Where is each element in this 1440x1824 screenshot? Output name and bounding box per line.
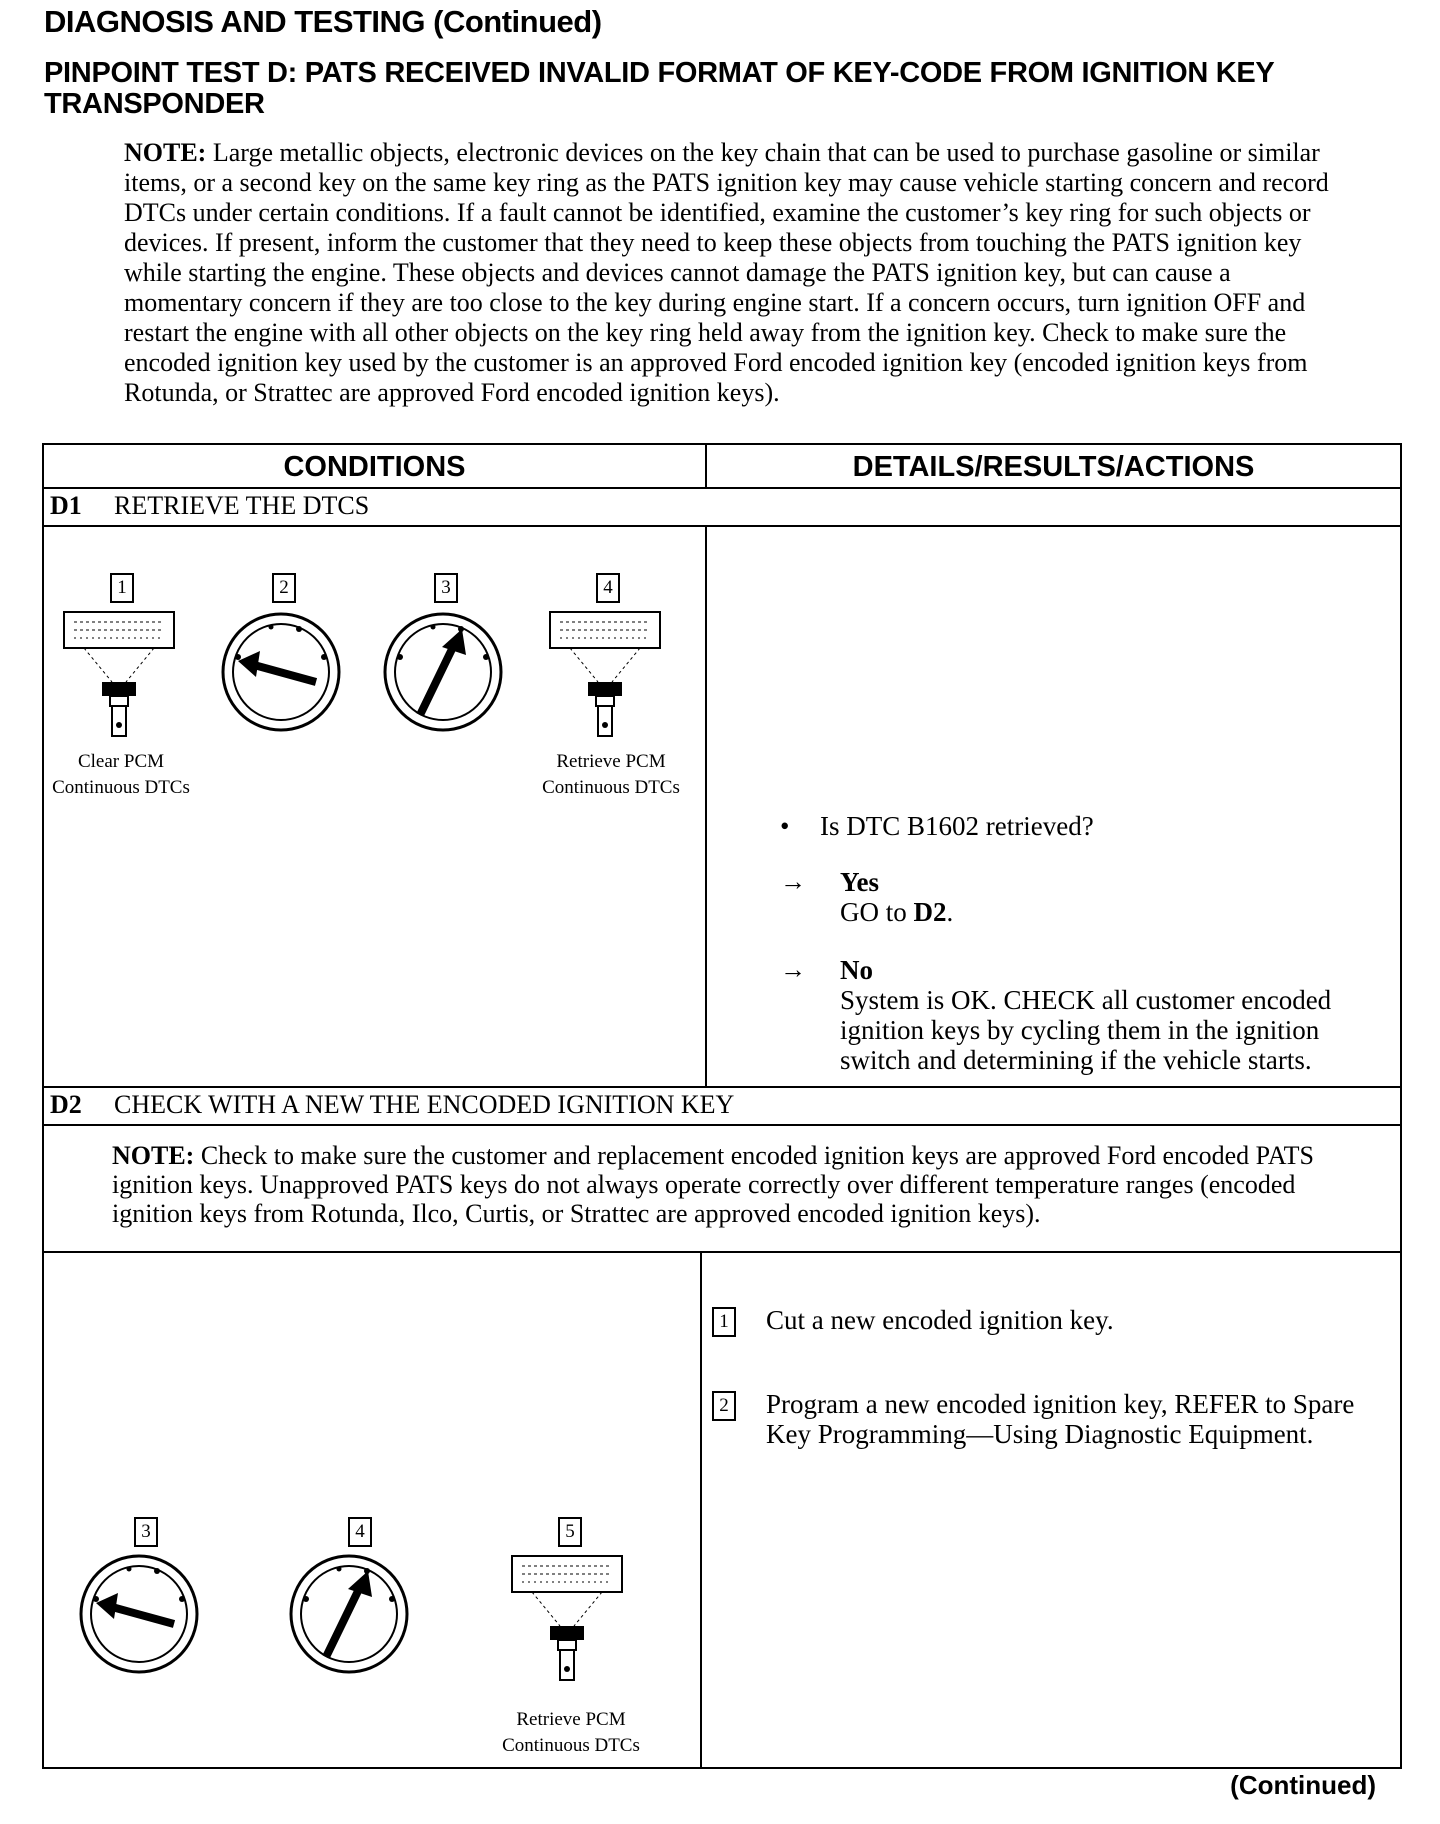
- caption-line: Retrieve PCM: [556, 751, 666, 772]
- ignition-switch-run-icon: [378, 607, 508, 737]
- d2-note: [112, 1141, 1382, 1228]
- ignition-switch-off-icon: [216, 607, 346, 737]
- details-header: DETAILS/RESULTS/ACTIONS: [852, 451, 1255, 483]
- d1-title-text: RETRIEVE THE DTCS: [114, 491, 370, 520]
- d1-no-action: System is OK. CHECK all customer encoded ignition keys by cycling them in the ignition switch and determining if the vehicle starts.: [840, 985, 1332, 1075]
- ignition-switch-run-icon: [284, 1549, 414, 1679]
- intro-note: [124, 138, 1334, 408]
- pinpoint-test-table: [42, 443, 1402, 1769]
- intro-note-text: Large metallic objects, electronic devices on the key chain that can be used to purchase gasoline or similar items, or a second key on the same key ring as the PATS ignition key may cause vehicle starting concern and record DTCs under certain conditions. If a fault cannot be identified, examine the customer’s key ring for such objects or devices. If present, inform the customer that they need to keep these objects from touching the PATS ignition key while starting the engine. These objects and devices cannot damage the PATS ignition key, but can cause a momentary concern if they are too close to the key during engine start. If a concern occurs, turn ignition OFF and restart the engine with all other objects on the key ring held away from the ignition key. Check to make sure the encoded ignition key used by the customer is an approved Ford encoded ignition key (encoded ignition keys from Rotunda, or Strattec are approved Ford encoded ignition keys).: [124, 138, 1329, 407]
- scan-tool-icon: [502, 1551, 642, 1701]
- d1-step-3-box: 3: [434, 573, 458, 603]
- d2-caption-retrieve: [476, 1707, 666, 1759]
- d2-note-text: Check to make sure the customer and replacement encoded ignition keys are approved Ford encoded PATS ignition keys. Unapproved PATS keys do not always operate correctly over different temperature ranges (encoded ignition keys from Rotunda, Ilco, Curtis, or Strattec are approved encoded ignition keys).: [112, 1141, 1314, 1228]
- d1-yes-block: [840, 867, 953, 927]
- scan-tool-icon: [540, 607, 680, 757]
- d2-action-2-box: 2: [712, 1391, 736, 1421]
- d2-title-text: CHECK WITH A NEW THE ENCODED IGNITION KEY: [114, 1090, 735, 1119]
- d2-id: D2: [50, 1090, 82, 1119]
- intro-note-label: NOTE:: [124, 138, 207, 167]
- d2-step-5-box: 5: [558, 1517, 582, 1547]
- d2-note-divider: [44, 1251, 1400, 1253]
- d1-caption-retrieve: [516, 749, 706, 801]
- d1-step-1-box: 1: [110, 573, 134, 603]
- d2-action-2: Program a new encoded ignition key, REFER to Spare Key Programming—Using Diagnostic Equipment.: [766, 1389, 1355, 1449]
- d1-title: [50, 491, 369, 521]
- d1-yes-target-link[interactable]: D2: [913, 897, 947, 927]
- d1-no-label: No: [840, 955, 873, 985]
- caption-line: Continuous DTCs: [502, 1735, 640, 1756]
- d1-id: D1: [50, 491, 82, 520]
- d1-no-block: [840, 955, 1390, 1075]
- d1-yes-action-prefix: GO to: [840, 897, 914, 927]
- d2-title-divider: [44, 1124, 1400, 1126]
- no-arrow-icon: →: [780, 955, 806, 984]
- ignition-switch-off-icon: [74, 1549, 204, 1679]
- pinpoint-test-title: PINPOINT TEST D: PATS RECEIVED INVALID FORMAT OF KEY-CODE FROM IGNITION KEY TRANSPONDER: [44, 57, 1274, 120]
- d2-step-4-box: 4: [348, 1517, 372, 1547]
- caption-line: Clear PCM: [77, 751, 165, 772]
- d2-step-3-box: 3: [134, 1517, 158, 1547]
- continued-label: (Continued): [1230, 1770, 1376, 1800]
- d2-note-label: NOTE:: [112, 1141, 195, 1170]
- d1-title-divider: [44, 525, 1400, 527]
- d1-bottom-divider: [44, 1086, 1400, 1088]
- d1-bullet: •: [780, 811, 790, 841]
- d2-action-1: Cut a new encoded ignition key.: [766, 1305, 1114, 1335]
- caption-line: Continuous DTCs: [542, 777, 680, 798]
- d1-yes-label: Yes: [840, 867, 879, 897]
- scan-tool-icon: [54, 607, 194, 757]
- d2-col-divider: [700, 1251, 702, 1769]
- d1-yes-action-suffix: .: [946, 897, 954, 927]
- d1-question: Is DTC B1602 retrieved?: [820, 811, 1094, 841]
- caption-line: Retrieve PCM: [516, 1709, 626, 1730]
- yes-arrow-icon: →: [780, 867, 806, 896]
- d1-col-divider: [705, 525, 707, 1086]
- d1-step-4-box: 4: [596, 573, 620, 603]
- d2-action-1-box: 1: [712, 1307, 736, 1337]
- d1-step-2-box: 2: [272, 573, 296, 603]
- caption-line: Continuous DTCs: [52, 777, 190, 798]
- header-divider: [44, 487, 1400, 489]
- d1-caption-clear: [26, 749, 216, 801]
- conditions-header: CONDITIONS: [283, 451, 466, 483]
- page-title: DIAGNOSIS AND TESTING (Continued): [44, 4, 602, 39]
- d2-title: [50, 1090, 734, 1120]
